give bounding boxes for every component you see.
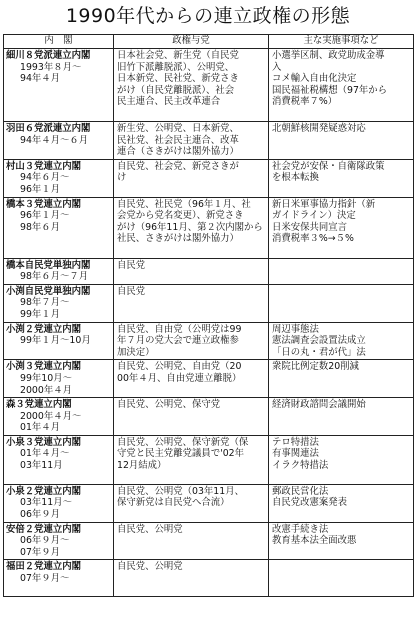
ruling-parties-line: 自民党、公明党、保守新党（保 — [117, 436, 249, 448]
main-actions-line: イラク特措法 — [272, 460, 329, 472]
cabinet-cell — [4, 122, 114, 160]
ruling-parties-cell — [114, 560, 269, 597]
main-actions-line: 経済財政諮問会議開始 — [272, 399, 366, 411]
table-row — [4, 522, 414, 560]
ruling-parties-line: 加決定） — [117, 346, 155, 358]
main-actions-line: 有事関連法 — [272, 448, 319, 460]
main-actions-line: 憲法調査会設置法成立 — [272, 335, 366, 347]
ruling-parties-cell — [114, 398, 269, 436]
main-actions-line: 国民福祉税構想（97年から — [272, 84, 388, 96]
ruling-parties-cell — [114, 360, 269, 398]
main-actions-cell — [269, 484, 414, 522]
cabinet-name: 小泉３党連立内閣 — [6, 436, 82, 448]
ruling-parties-cell — [114, 258, 269, 284]
cabinet-period: 2000年４月〜 — [20, 410, 82, 422]
ruling-parties-cell — [114, 484, 269, 522]
ruling-parties-cell — [114, 322, 269, 360]
table-row — [4, 435, 414, 484]
main-actions-line: 社会党が安保・自衛隊政策 — [272, 160, 385, 172]
main-actions-cell — [269, 284, 414, 322]
main-actions-cell — [269, 398, 414, 436]
main-actions-line: 日米安保共同宣言 — [272, 221, 348, 233]
cabinet-name: 小渕２党連立内閣 — [6, 323, 82, 335]
page-title: 1990年代からの連立政権の形態 — [65, 5, 351, 27]
cabinet-name: 橋本自民党単独内閣 — [6, 259, 91, 271]
cabinet-cell — [4, 197, 114, 258]
table-row — [4, 484, 414, 522]
ruling-parties-line: 連合（さきがけは閣外協力） — [117, 146, 239, 158]
ruling-parties-cell — [114, 435, 269, 484]
cabinet-cell — [4, 522, 114, 560]
cabinet-name: 細川８党派連立内閣 — [6, 50, 91, 61]
header-ruling-parties: 政権与党 — [114, 35, 269, 49]
main-actions-line: 消費税率７%） — [272, 96, 338, 108]
cabinet-period: 99年10月〜 — [20, 372, 72, 384]
ruling-parties-cell — [114, 284, 269, 322]
ruling-parties-line: 年７月の党大会で連立政権参 — [117, 335, 239, 347]
ruling-parties-line: 自民党、公明党、保守党 — [117, 399, 221, 411]
cabinet-name: 森３党連立内閣 — [6, 399, 72, 411]
main-actions-line: コメ輸入自由化決定 — [272, 73, 357, 85]
cabinet-period: 01年４月 — [20, 422, 61, 434]
cabinet-period: 94年４月 — [20, 73, 61, 85]
cabinet-period: 01年４月〜 — [20, 448, 70, 460]
main-actions-cell — [269, 435, 414, 484]
cabinet-period: 1993年８月〜 — [20, 61, 82, 73]
ruling-parties-cell — [114, 197, 269, 258]
main-actions-cell — [269, 49, 414, 122]
ruling-parties-line: 日本社会党、新生党（自民党 — [117, 50, 239, 61]
main-actions-line: を根本転換 — [272, 172, 319, 184]
ruling-parties-line: 会党から党名変更）、新党さき — [117, 210, 244, 222]
cabinet-period: 96年１月〜 — [20, 210, 70, 222]
main-actions-line: 衆院比例定数20削減 — [272, 361, 359, 373]
ruling-parties-line: 社民、さきがけは閣外協力） — [117, 233, 239, 245]
cabinet-name: 小渕自民党単独内閣 — [6, 285, 91, 297]
cabinet-name: 村山３党連立内閣 — [6, 160, 82, 172]
ruling-parties-cell — [114, 49, 269, 122]
cabinet-period: 2000年４月 — [20, 384, 72, 396]
ruling-parties-line: 自民党、社民党（96年１月、社 — [117, 198, 251, 210]
main-actions-cell — [269, 322, 414, 360]
cabinet-cell — [4, 398, 114, 436]
cabinet-period: 94年６月〜 — [20, 172, 70, 184]
header-cabinet: 内 閣 — [4, 35, 114, 49]
cabinet-cell — [4, 49, 114, 122]
ruling-parties-line: 旧竹下派離脱派）、公明党、 — [117, 61, 235, 73]
cabinet-period: 96年１月 — [20, 183, 61, 195]
ruling-parties-line: け — [117, 172, 127, 184]
cabinet-period: 07年９月〜 — [20, 573, 70, 585]
cabinet-name: 羽田６党派連立内閣 — [6, 123, 91, 134]
main-actions-line: 小選挙区制、政党助成金導 — [272, 50, 385, 61]
ruling-parties-cell — [114, 159, 269, 197]
table-row — [4, 122, 414, 160]
cabinet-name: 安倍２党連立内閣 — [6, 523, 82, 535]
main-actions-line: 北朝鮮核開発疑惑対応 — [272, 123, 366, 134]
ruling-parties-line: 自民党、公明党（03年11月、 — [117, 485, 244, 497]
ruling-parties-line: 自民党、社会党、新党さきが — [117, 160, 239, 172]
main-actions-line: 教育基本法全面改悪 — [272, 535, 357, 547]
cabinet-period: 03年11月 — [20, 460, 63, 472]
main-actions-line: 郵政民営化法 — [272, 485, 329, 497]
ruling-parties-line: 保守新党は自民党へ合流） — [117, 497, 230, 509]
main-actions-cell — [269, 197, 414, 258]
table-row — [4, 560, 414, 597]
ruling-parties-line: 日本新党、民社党、新党さき — [117, 73, 239, 85]
main-actions-line: 新日米軍事協力指針（新 — [272, 198, 376, 210]
cabinet-period: 94年４月〜６月 — [20, 134, 89, 146]
cabinet-period: 99年１月〜10月 — [20, 335, 91, 347]
ruling-parties-line: 守党と民主党離党議員で'02年 — [117, 448, 245, 460]
main-actions-cell — [269, 258, 414, 284]
main-actions-line: テロ特措法 — [272, 436, 319, 448]
main-actions-cell — [269, 360, 414, 398]
table-header-row — [4, 35, 414, 49]
main-actions-line: 周辺事態法 — [272, 323, 319, 335]
main-actions-line: 入 — [272, 61, 282, 73]
cabinet-name: 福田２党連立内閣 — [6, 561, 82, 573]
main-actions-cell — [269, 560, 414, 597]
main-actions-line: 自民党改憲案発表 — [272, 497, 348, 509]
ruling-parties-line: 自民党 — [117, 285, 146, 297]
table-row — [4, 398, 414, 436]
main-actions-cell — [269, 522, 414, 560]
cabinet-period: 98年６月 — [20, 221, 61, 233]
cabinet-name: 小渕３党連立内閣 — [6, 361, 82, 373]
cabinet-cell — [4, 258, 114, 284]
main-actions-line: 改憲手続き法 — [272, 523, 329, 535]
ruling-parties-line: 自民党、自由党（公明党は99 — [117, 323, 242, 335]
ruling-parties-cell — [114, 522, 269, 560]
table-row — [4, 360, 414, 398]
table-row — [4, 159, 414, 197]
coalition-table — [3, 34, 414, 597]
ruling-parties-line: 00年４月、自由党連立離脱） — [117, 372, 242, 384]
cabinet-period: 98年６月〜７月 — [20, 271, 89, 283]
ruling-parties-line: 自民党、公明党、自由党（20 — [117, 361, 242, 373]
ruling-parties-line: がけ（自民党離脱派）、社会 — [117, 84, 235, 96]
table-row — [4, 49, 414, 122]
cabinet-period: 03年11月〜 — [20, 497, 72, 509]
table-row — [4, 258, 414, 284]
cabinet-period: 06年９月〜 — [20, 535, 70, 547]
ruling-parties-line: がけ（96年11月、第２次内閣から — [117, 221, 263, 233]
ruling-parties-line: 自民党 — [117, 259, 146, 271]
ruling-parties-line: 民社党、社会民主連合、改革 — [117, 134, 239, 146]
cabinet-name: 橋本３党連立内閣 — [6, 198, 82, 210]
ruling-parties-line: 12月結成） — [117, 460, 167, 472]
main-actions-cell — [269, 159, 414, 197]
cabinet-name: 小泉２党連立内閣 — [6, 485, 82, 497]
cabinet-period: 98年７月〜 — [20, 297, 70, 309]
ruling-parties-line: 自民党、公明党 — [117, 523, 183, 535]
main-actions-cell — [269, 122, 414, 160]
ruling-parties-line: 新生党、公明党、日本新党、 — [117, 123, 239, 134]
ruling-parties-line: 民主連合、民主改革連合 — [117, 96, 221, 108]
cabinet-cell — [4, 159, 114, 197]
cabinet-period: 99年１月 — [20, 308, 61, 320]
cabinet-cell — [4, 435, 114, 484]
table-row — [4, 197, 414, 258]
cabinet-cell — [4, 284, 114, 322]
main-actions-line: 消費税率３%→５% — [272, 233, 354, 245]
header-main-actions: 主な実施事項など — [269, 35, 414, 49]
cabinet-period: 06年９月 — [20, 509, 61, 521]
table-row — [4, 284, 414, 322]
table-row — [4, 322, 414, 360]
cabinet-cell — [4, 484, 114, 522]
main-actions-line: 「日の丸・君が代」法 — [272, 346, 366, 358]
cabinet-cell — [4, 360, 114, 398]
cabinet-cell — [4, 322, 114, 360]
main-actions-line: ガイドライン）決定 — [272, 210, 356, 222]
ruling-parties-cell — [114, 122, 269, 160]
cabinet-cell — [4, 560, 114, 597]
cabinet-period: 07年９月 — [20, 546, 61, 558]
ruling-parties-line: 自民党、公明党 — [117, 561, 183, 573]
